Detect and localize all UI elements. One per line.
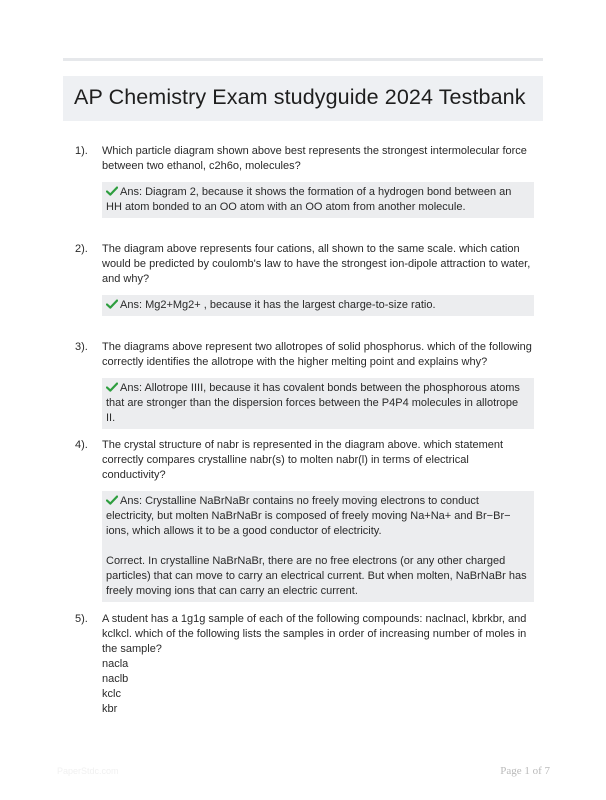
page-indicator: Page 1 of 7 [500,765,550,777]
question-text: The diagrams above represent two allotropes of solid phosphorus. which of the following correctly identifies the allotrope with the higher melting point and explains why? [102,341,532,368]
check-icon [106,495,118,505]
question-2 [75,242,545,316]
question-4 [75,438,545,602]
question-text: The crystal structure of nabr is represented in the diagram above. which statement correctly compares crystalline nabr(s) to molten nabr(l) in terms of electrical conductivity? [102,439,504,481]
question-text: Which particle diagram shown above best represents the strongest intermolecular force between two ethanol, c2h6o, molecules? [102,145,527,172]
question-text [102,612,534,717]
footer-watermark: PaperStdc.com [57,766,119,776]
question-1 [75,144,545,218]
question-number: 2). [75,243,88,255]
question-number: 1). [75,145,88,157]
question-prompt: A student has a 1g1g sample of each of the following compounds: naclnacl, kbrkbr, and kclkcl. which of the following lists the samples in order of increasing number of moles in the sample? [102,613,527,655]
question-number: 3). [75,341,88,353]
answer-text: Ans: Crystalline NaBrNaBr contains no freely moving electrons to conduct electricity, but molten NaBrNaBr is composed of freely moving Na+Na+ and Br−Br− ions, which allows it to be a good conductor of electricity. [106,495,511,537]
answer-choice: kbr [102,703,118,715]
title-banner [63,76,543,121]
answer-box [102,295,534,316]
question-number: 5). [75,613,88,625]
check-icon [106,186,118,196]
top-divider [63,58,543,61]
question-number: 4). [75,439,88,451]
answer-explanation: Correct. In crystalline NaBrNaBr, there are no free electrons (or any other charged particles) that can move to carry an electrical current. But when molten, NaBrNaBr has freely moving ions that can carry an electric current. [106,555,527,597]
check-icon [106,299,118,309]
page-title: AP Chemistry Exam studyguide 2024 Testbank [74,85,526,109]
answer-text: Ans: Diagram 2, because it shows the formation of a hydrogen bond between an HH atom bonded to an OO atom with an OO atom from another molecule. [106,186,512,213]
answer-choice: kclc [102,688,121,700]
answer-box [102,491,534,602]
question-5 [75,612,545,717]
answer-text: Ans: Mg2+Mg2+ , because it has the largest charge-to-size ratio. [120,299,436,311]
answer-choice: naclb [102,673,129,685]
answer-choice: nacla [102,658,129,670]
answer-box [102,182,534,218]
check-icon [106,382,118,392]
answer-text: Ans: Allotrope IIII, because it has covalent bonds between the phosphorous atoms that are stronger than the dispersion forces between the P4P4 molecules in allotrope II. [106,382,520,424]
question-3 [75,340,545,429]
answer-box [102,378,534,429]
question-text: The diagram above represents four cations, all shown to the same scale. which cation would be predicted by coulomb's law to have the strongest ion-dipole attraction to water, and why? [102,243,531,285]
